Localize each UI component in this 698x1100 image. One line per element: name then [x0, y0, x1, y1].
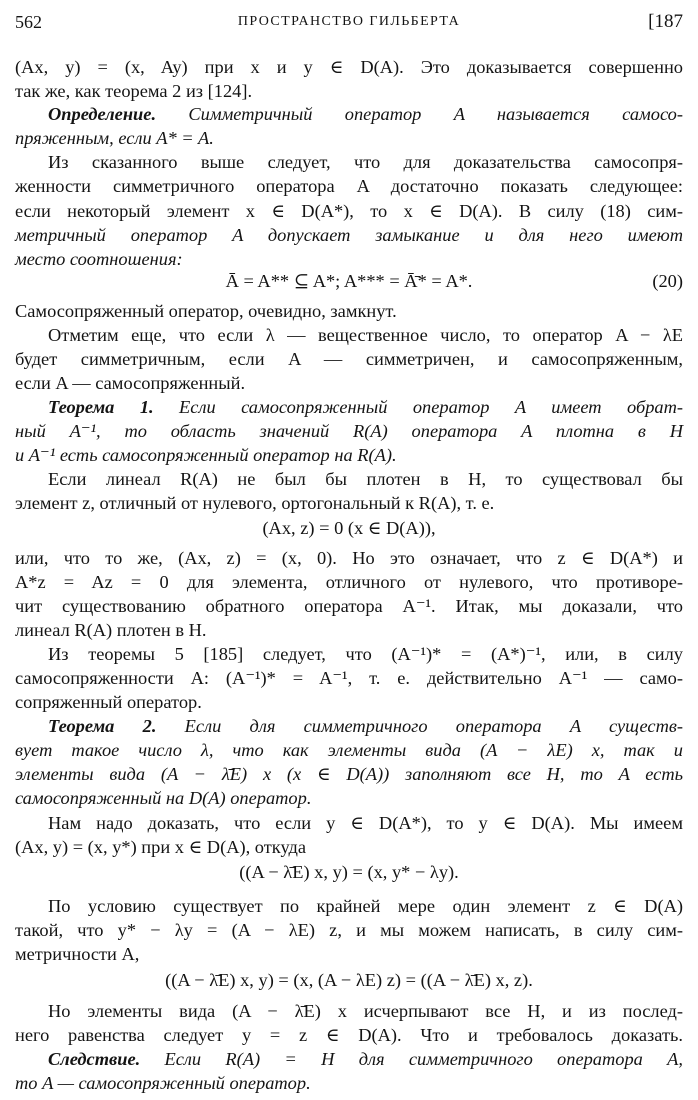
text-line: если некоторый элемент x ∈ D(A*), то x ∈ D(A). В силу (18) сим-: [15, 201, 683, 221]
definition-line: [48, 101, 683, 127]
theorem-2-line: элементы вида (A − λ̄E) x (x ∈ D(A)) заполняют все H, то A есть: [15, 764, 683, 784]
equation-number: (20): [652, 271, 683, 291]
equation: ((A − λ̄E) x, y) = (x, (A − λE) z) = ((A − λ̄E) x, z).: [165, 970, 533, 990]
equation-20: [15, 268, 683, 294]
heading-word: Следствие.: [48, 1049, 141, 1069]
section-number: [187: [648, 11, 683, 32]
text-line: метричный оператор A допускает замыкание и для него имеют: [15, 225, 683, 245]
text-line: Самосопряженный оператор, очевидно, замкнут.: [15, 301, 397, 321]
theorem-2-line: самосопряженный на D(A) оператор.: [15, 788, 312, 808]
text-line: Нам надо доказать, что если y ∈ D(A*), то y ∈ D(A). Мы имеем: [48, 813, 683, 833]
heading-word: Определение.: [48, 104, 157, 124]
definition-line: пряженным, если A* = A.: [15, 128, 214, 148]
heading-word: Теорема 2.: [48, 716, 157, 736]
theorem-1-line: ный A⁻¹, то область значений R(A) оператора A плотна в H: [15, 421, 683, 441]
text-line: или, что то же, (Ax, z) = (x, 0). Но это означает, что z ∈ D(A*) и: [15, 548, 683, 568]
text-line: Из теоремы 5 [185] следует, что (A⁻¹)* = (A*)⁻¹, или, в силу: [48, 644, 683, 664]
theorem-1-line: и A⁻¹ есть самосопряженный оператор на R(A).: [15, 445, 397, 465]
text-line: Из сказанного выше следует, что для доказательства самосопря-: [48, 152, 683, 172]
text-line: такой, что y* − λy = (A − λE) z, и мы можем написать, в силу сим-: [15, 920, 683, 940]
heading-rest: Если самосопряженный оператор A имеет обрат-: [153, 397, 683, 417]
heading-rest: Если для симметричного оператора A существ-: [156, 716, 683, 736]
text-line: элемент z, отличный от нулевого, ортогональный к R(A), т. е.: [15, 493, 495, 513]
page-header: [15, 9, 683, 35]
theorem-2-line: вует такое число λ, что как элементы вида (A − λE) x, так и: [15, 740, 683, 760]
text-line: Отметим еще, что если λ — вещественное число, то оператор A − λE: [48, 325, 683, 345]
text-line: так же, как теорема 2 из [124].: [15, 81, 253, 101]
theorem-1-line: [48, 394, 683, 420]
text-line: самосопряженности A: (A⁻¹)* = A⁻¹, т. е. действительно A⁻¹ — само-: [15, 668, 683, 688]
theorem-2-line: [48, 713, 683, 739]
text-line: (Ax, y) = (x, y*) при x ∈ D(A), откуда: [15, 837, 307, 857]
page-number: 562: [15, 12, 42, 32]
equation: ((A − λ̄E) x, y) = (x, y* − λy).: [239, 862, 459, 882]
text-line: Но элементы вида (A − λ̄E) x исчерпывают все H, и из послед-: [48, 1001, 683, 1021]
equation-20-body: Ā = A** ⊆ A*; A*** = Ā̄* = A*.: [225, 271, 473, 291]
text-line: место соотношения:: [15, 249, 183, 269]
corollary-line: то A — самосопряженный оператор.: [15, 1073, 311, 1093]
text-line: метричности A,: [15, 944, 140, 964]
text-line: A*z = Az = 0 для элемента, отличного от нулевого, что противоре-: [15, 572, 683, 592]
text-line: будет симметричным, если A — симметричен, и самосопряженным,: [15, 349, 683, 369]
text-line: По условию существует по крайней мере один элемент z ∈ D(A): [48, 896, 683, 916]
text-line: если A — самосопряженный.: [15, 373, 246, 393]
running-title: ПРОСТРАНСТВО ГИЛЬБЕРТА: [237, 14, 461, 29]
heading-rest: Если R(A) = H для симметричного оператора A,: [140, 1049, 683, 1069]
text-line: чит существованию обратного оператора A⁻¹. Итак, мы доказали, что: [15, 596, 683, 616]
text-line: него равенства следует y = z ∈ D(A). Что и требовалось доказать.: [15, 1025, 683, 1045]
heading-rest: Симметричный оператор A называется самосо-: [156, 104, 683, 124]
text-line: женности симметричного оператора A достаточно показать следующее:: [15, 176, 683, 196]
corollary-line: [48, 1046, 683, 1072]
equation: (Ax, z) = 0 (x ∈ D(A)),: [262, 518, 436, 538]
heading-word: Теорема 1.: [48, 397, 154, 417]
text-line: линеал R(A) плотен в H.: [15, 620, 207, 640]
text-line: сопряженный оператор.: [15, 692, 202, 712]
text-line: (Ax, y) = (x, Ay) при x и y ∈ D(A). Это доказывается совершенно: [15, 57, 683, 77]
text-line: Если линеал R(A) не был бы плотен в H, то существовал бы: [48, 469, 683, 489]
